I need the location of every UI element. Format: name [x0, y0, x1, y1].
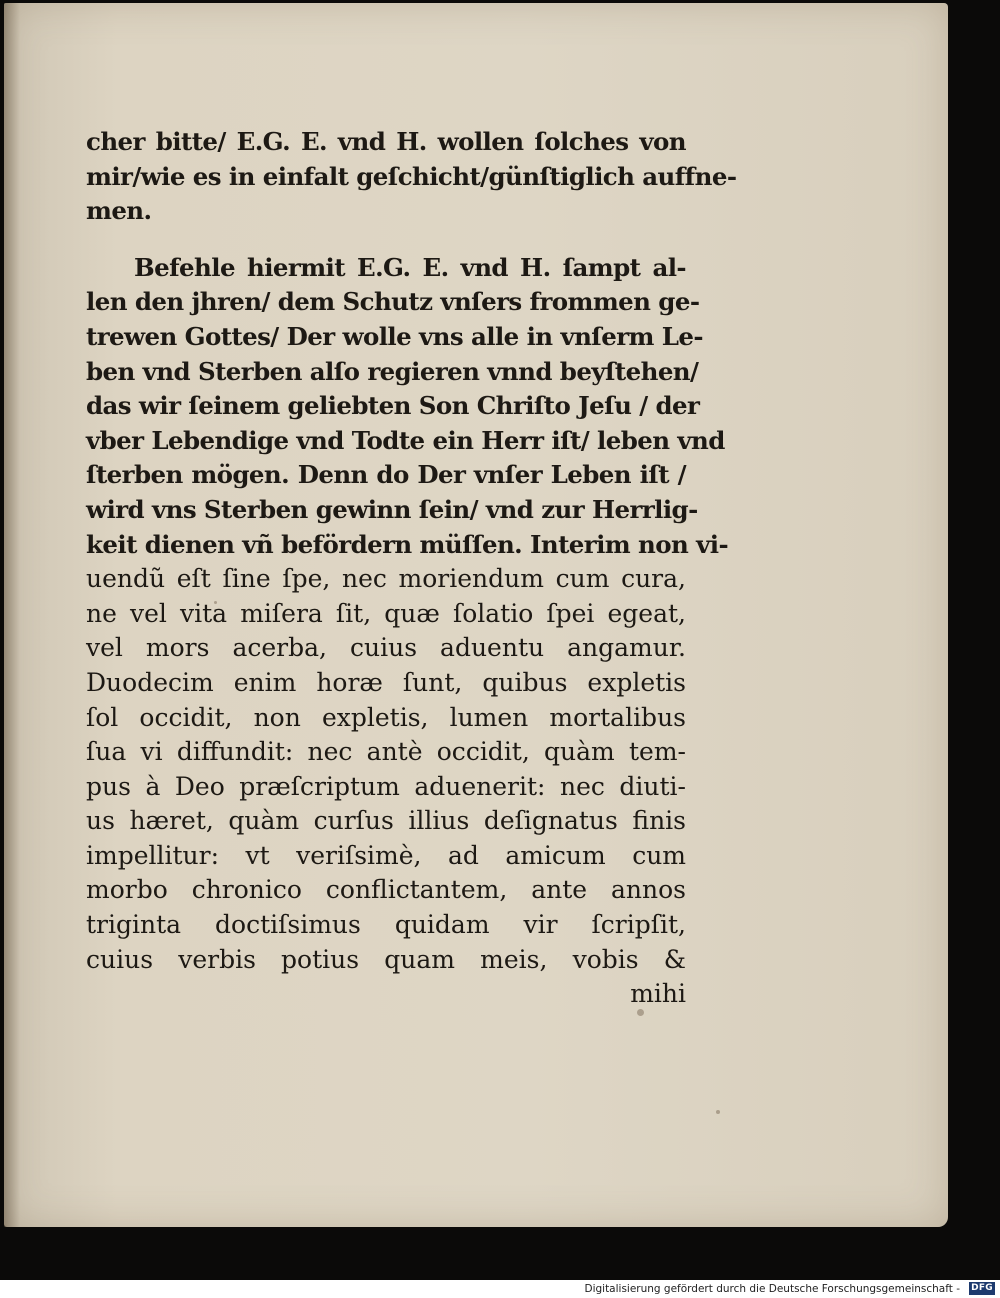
text-block	[86, 125, 737, 1012]
text-line: cuius verbis potius quam meis, vobis &	[86, 944, 686, 974]
text-line: uendũ eſt ſine ſpe, nec moriendum cum cura,	[86, 564, 686, 594]
text-line: ſua vi diffundit: nec antè occidit, quàm tem-	[86, 737, 686, 767]
text-line: vber Lebendige vnd Todte ein Herr iſt/ leben vnd	[86, 425, 725, 455]
text-line: keit dienen vñ befördern müſſen. Interim non vi-	[86, 529, 729, 559]
paper-spot	[716, 1110, 720, 1114]
text-line: morbo chronico conflictantem, ante annos	[86, 875, 686, 905]
text-line: pus à Deo præſcriptum aduenerit: nec diuti-	[86, 771, 686, 801]
catchword: mihi	[630, 979, 686, 1009]
text-line: wird vns Sterben gewinn ſein/ vnd zur Herrlig-	[86, 494, 698, 524]
text-line: Duodecim enim horæ ſunt, quibus expletis	[86, 667, 686, 697]
text-line: ne vel vita miſera ſit, quæ ſolatio ſpei egeat,	[86, 598, 686, 628]
text-line: das wir ſeinem geliebten Son Chriſto Jeſu / der	[86, 391, 700, 421]
text-line: ſterben mögen. Denn do Der vnſer Leben iſt /	[86, 460, 686, 490]
funding-credit: Digitalisierung gefördert durch die Deutsche Forschungsgemeinschaft -	[584, 1283, 960, 1295]
page-scan	[4, 3, 948, 1227]
text-line: len den jhren/ dem Schutz vnſers frommen ge-	[86, 287, 700, 317]
text-line: vel mors acerba, cuius aduentu angamur.	[86, 633, 686, 663]
text-line: ben vnd Sterben alſo regieren vnnd beyſtehen/	[86, 356, 699, 386]
paper-spot	[637, 1009, 644, 1016]
text-line: triginta doctiſsimus quidam vir ſcripſit,	[86, 910, 686, 940]
text-line: us hæret, quàm curſus illius deſignatus finis	[86, 806, 686, 836]
footer-bar	[0, 1280, 1000, 1298]
text-line: cher bitte/ E.G. E. vnd H. wollen ſolches von	[86, 127, 686, 156]
text-line: impellitur: vt veriſsimè, ad amicum cum	[86, 840, 686, 870]
dfg-logo: DFG	[971, 1283, 993, 1293]
paper-spot	[214, 601, 217, 604]
text-line: trewen Gottes/ Der wolle vns alle in vnſerm Le-	[86, 321, 703, 351]
text-line: ſol occidit, non expletis, lumen mortalibus	[86, 702, 686, 732]
text-line: mir/wie es in einfalt geſchicht/günſtiglich auffne-	[86, 161, 737, 191]
text-line: Befehle hiermit E.G. E. vnd H. ſampt al-	[134, 252, 686, 282]
text-line: men.	[86, 196, 152, 226]
paragraph-gap	[86, 229, 686, 251]
